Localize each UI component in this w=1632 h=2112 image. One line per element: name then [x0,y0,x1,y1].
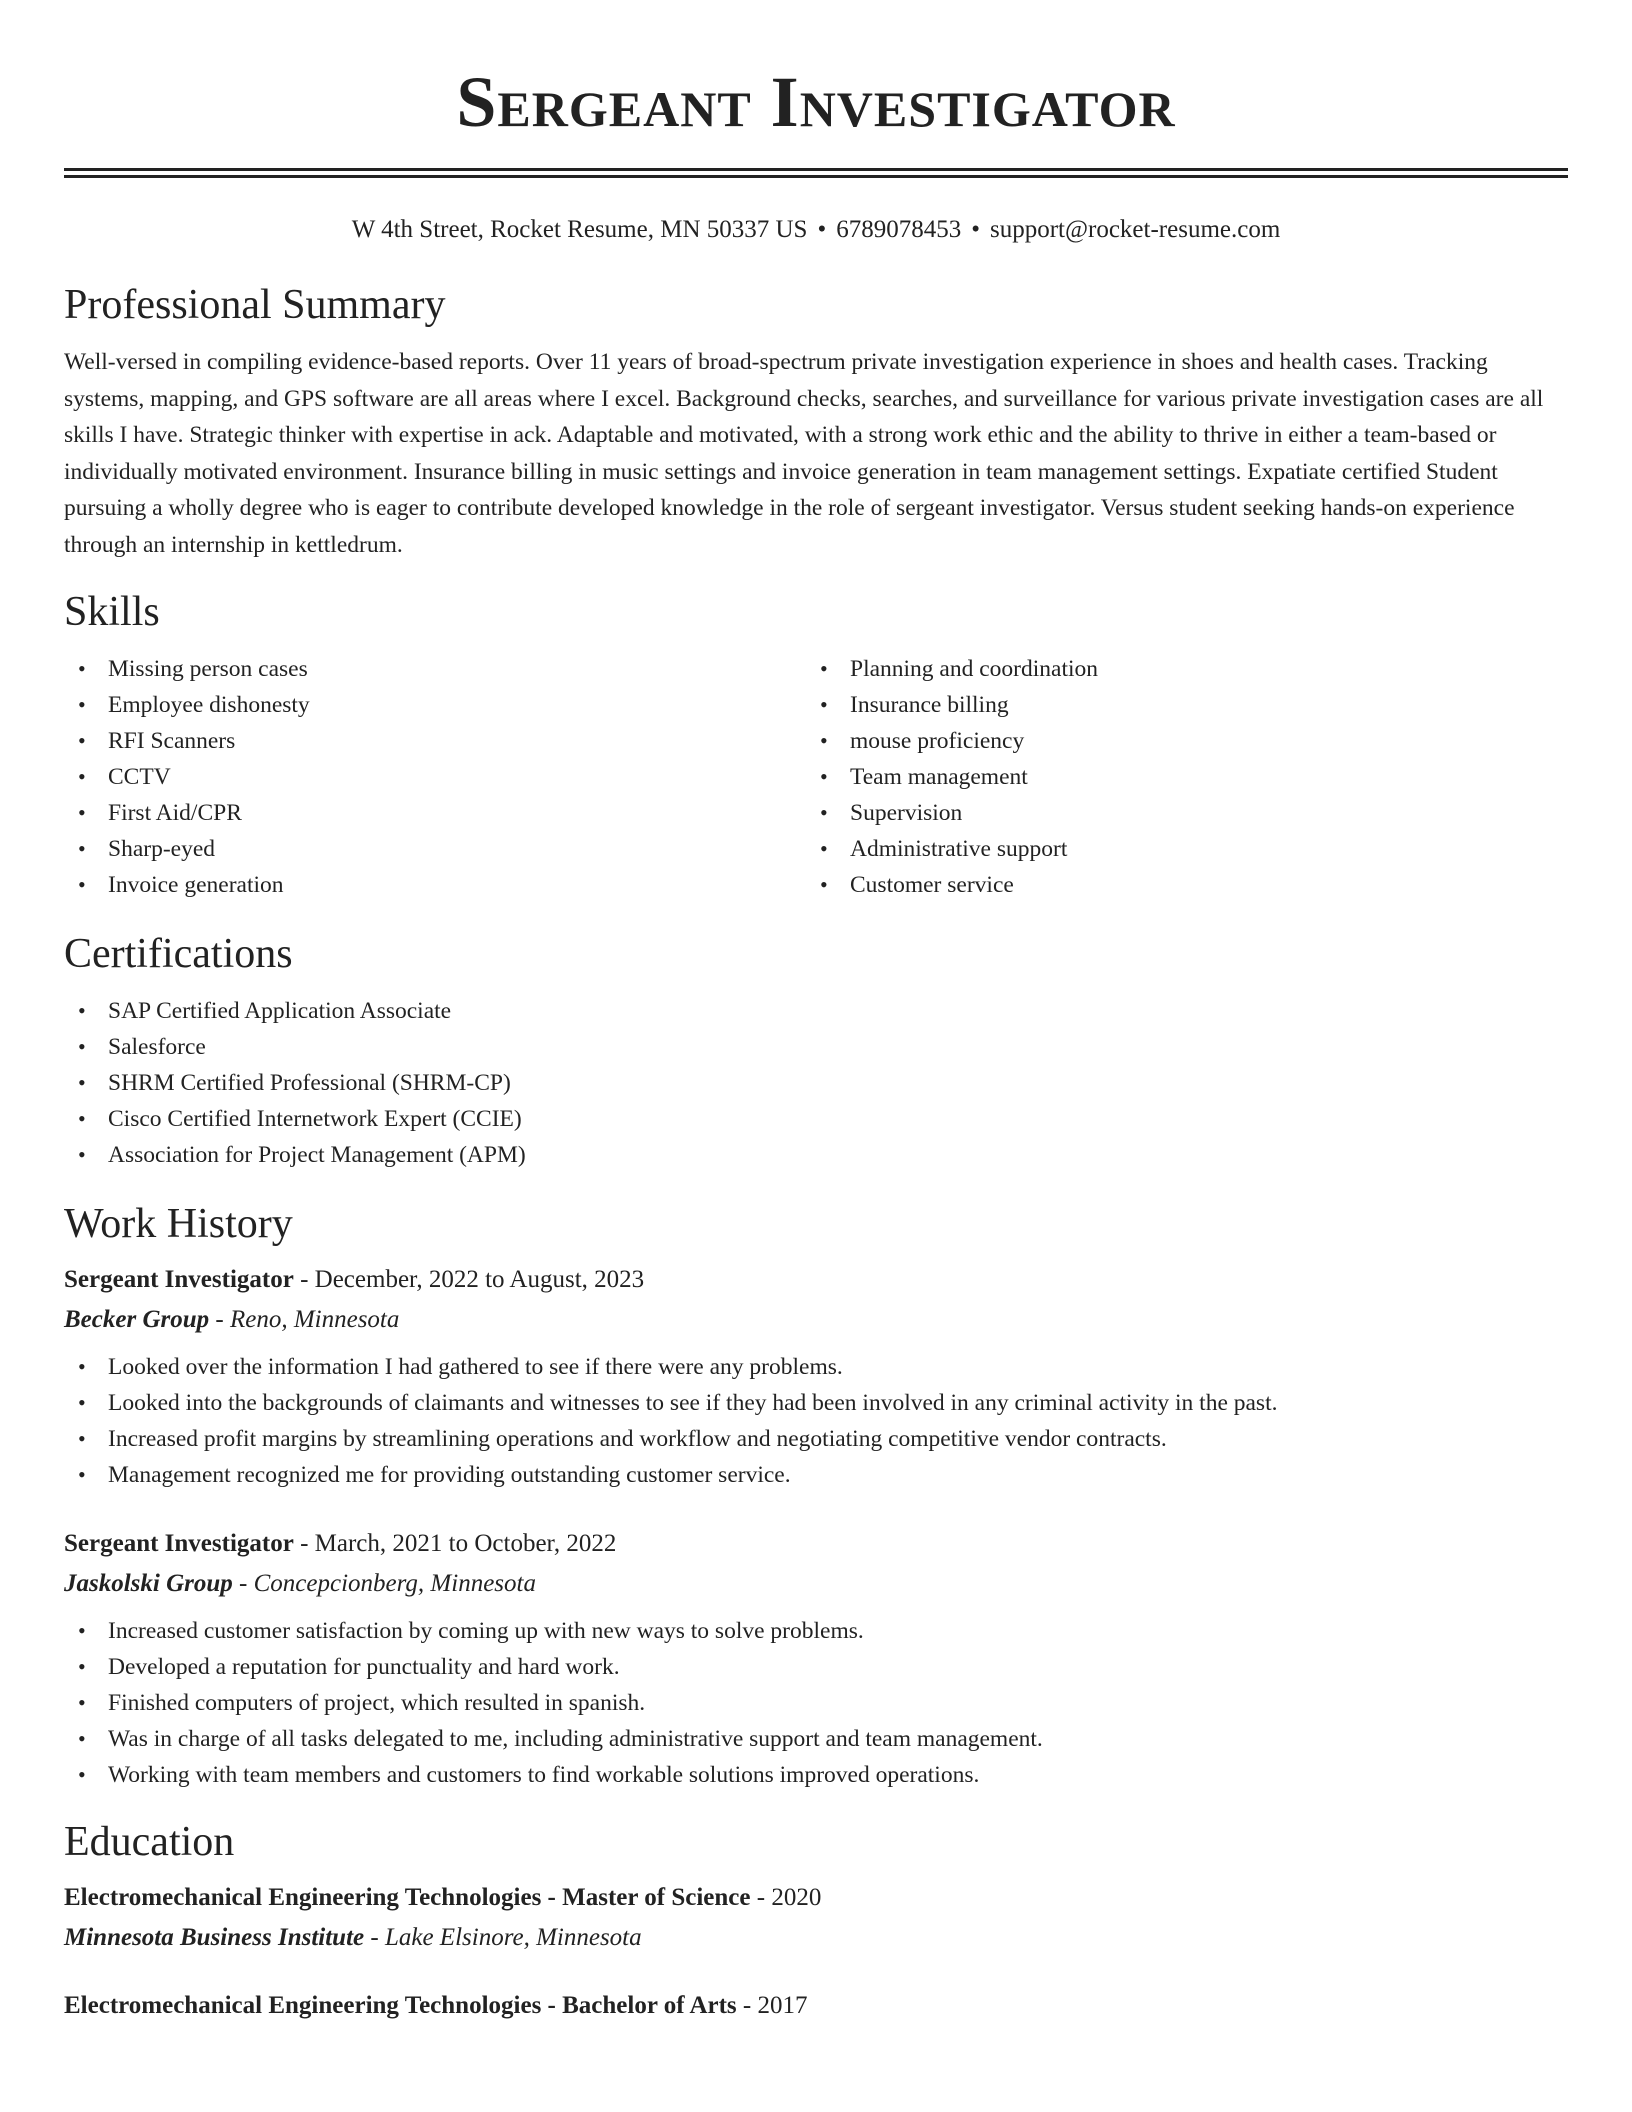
contact-line [64,214,1568,246]
section-title-certifications: Certifications [64,931,293,977]
job-duty: • Looked over the information I had gathered to see if there were any problems. [64,1349,1568,1385]
skill-item: • Insurance billing [806,687,1548,723]
certification-item: • Salesforce [64,1029,1568,1065]
education-heading [64,1989,1568,2023]
education-school-line [64,1921,1568,1955]
contact-phone: 6789078453 [836,216,962,243]
job-duties-list [64,1349,1568,1493]
skill-item: • CCTV [64,759,806,795]
education-degree: Electromechanical Engineering Technologies - Master of Science [64,1884,751,1911]
job-duty: • Increased profit margins by streamlining operations and workflow and negotiating competitive vendor contracts. [64,1421,1568,1457]
contact-email: support@rocket-resume.com [989,216,1281,243]
education-entry [64,1989,1568,2023]
education-entry [64,1881,1568,1955]
certification-item: • Cisco Certified Internetwork Expert (CCIE) [64,1101,1568,1137]
skill-item: • Sharp-eyed [64,831,806,867]
summary-text: Well-versed in compiling evidence-based reports. Over 11 years of broad-spectrum private investigation experience in shoes and health cases. Tracking systems, mapping, and GPS software are all areas where I excel. Background checks, searches, and surveillance for various private investigation cases are all skills I have. Strategic thinker with expertise in ack. Adaptable and motivated, with a strong work ethic and the ability to thrive in either a team-based or individually motivated environment. Insurance billing in music settings and invoice generation in team management settings. Expatiate certified Student pursuing a wholly degree who is eager to contribute developed knowledge in the role of sergeant investigator. Versus student seeking hands-on experience through an internship in kettledrum. [64,349,1544,558]
education-year: - 2017 [736,1992,808,2019]
resume-name: Sergeant Investigator [456,62,1176,142]
contact-address: W 4th Street, Rocket Resume, MN 50337 US [351,216,808,243]
job-company: Becker Group [64,1306,210,1333]
header-double-rule [64,168,1568,178]
section-title-work-history: Work History [64,1201,293,1247]
job-duty: • Working with team members and customers to find workable solutions improved operations. [64,1757,1568,1793]
contact-separator: • [817,216,827,243]
contact-separator: • [971,216,980,243]
education-heading [64,1881,1568,1915]
skill-item: • Customer service [806,867,1548,903]
job-duty: • Increased customer satisfaction by coming up with new ways to solve problems. [64,1613,1568,1649]
skill-item: • Planning and coordination [806,651,1548,687]
job-duty: • Developed a reputation for punctuality and hard work. [64,1649,1568,1685]
job-heading [64,1263,1568,1297]
skill-item: • Supervision [806,795,1548,831]
skill-item: • Missing person cases [64,651,806,687]
education-year: - 2020 [750,1884,822,1911]
skills-list-right [806,651,1548,903]
job-entry [64,1263,1568,1493]
job-duty: • Looked into the backgrounds of claimants and witnesses to see if they had been involved in any criminal activity in the past. [64,1385,1568,1421]
certification-item: • Association for Project Management (APM) [64,1137,1568,1173]
job-heading [64,1527,1568,1561]
skill-item: • First Aid/CPR [64,795,806,831]
job-company: Jaskolski Group [64,1570,233,1597]
job-location: - Reno, Minnesota [209,1306,400,1333]
job-dates: - December, 2022 to August, 2023 [293,1266,645,1293]
skill-item: • Invoice generation [64,867,806,903]
skill-item: • Employee dishonesty [64,687,806,723]
job-company-line [64,1567,1568,1601]
section-title-skills: Skills [64,589,160,635]
education-degree: Electromechanical Engineering Technologies - Bachelor of Arts [64,1992,737,2019]
section-title-education: Education [64,1819,235,1865]
certifications-list [64,993,1568,1173]
job-role: Sergeant Investigator [64,1530,294,1557]
job-duty: • Finished computers of project, which resulted in spanish. [64,1685,1568,1721]
skill-item: • Administrative support [806,831,1548,867]
skills-columns [64,651,1568,903]
job-duty: • Was in charge of all tasks delegated to me, including administrative support and team management. [64,1721,1568,1757]
certification-item: • SAP Certified Application Associate [64,993,1568,1029]
job-dates: - March, 2021 to October, 2022 [293,1530,617,1557]
section-title-summary: Professional Summary [64,282,446,328]
education-location: - Lake Elsinore, Minnesota [364,1924,642,1951]
skill-item: • Team management [806,759,1548,795]
job-company-line [64,1303,1568,1337]
skills-list-left [64,651,806,903]
job-duties-list [64,1613,1568,1793]
job-role: Sergeant Investigator [64,1266,294,1293]
job-location: - Concepcionberg, Minnesota [232,1570,536,1597]
job-entry [64,1527,1568,1793]
skill-item: • mouse proficiency [806,723,1548,759]
certification-item: • SHRM Certified Professional (SHRM-CP) [64,1065,1568,1101]
education-school: Minnesota Business Institute [64,1924,365,1951]
job-duty: • Management recognized me for providing outstanding customer service. [64,1457,1568,1493]
skill-item: • RFI Scanners [64,723,806,759]
